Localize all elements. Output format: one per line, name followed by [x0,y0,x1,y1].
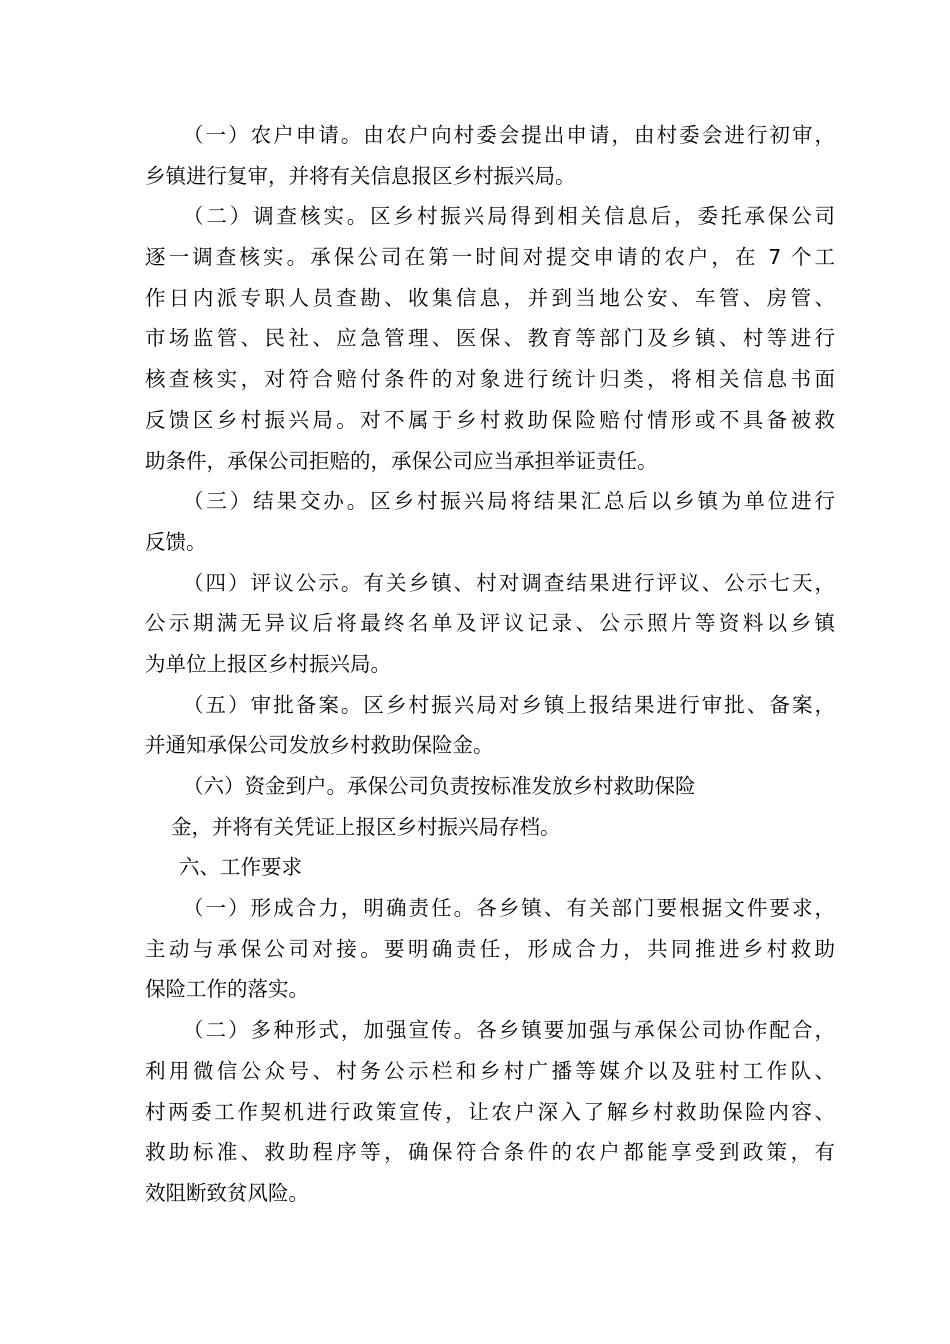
text-line: （一）形成合力，明确责任。各乡镇、有关部门要根据文件要求， [183,896,835,921]
text-line: 村两委工作契机进行政策宣传，让农户深入了解乡村救助保险内容、 [145,1099,835,1124]
text-line: 并通知承保公司发放乡村救助保险金。 [145,733,494,758]
section-heading: 六、工作要求 [179,855,302,880]
text-line: 作日内派专职人员查勘、收集信息，并到当地公安、车管、房管、 [145,285,835,310]
text-line: 乡镇进行复审，并将有关信息报区乡村振兴局。 [145,163,576,188]
text-line: （三）结果交办。区乡村振兴局将结果汇总后以乡镇为单位进行 [183,489,835,514]
text-line: 逐一调查核实。承保公司在第一时间对提交申请的农户，在 7 个工 [145,245,835,270]
text-line: 效阻断致贫风险。 [145,1180,309,1205]
text-line: 反馈。 [145,529,207,554]
text-line: 主动与承保公司对接。要明确责任，形成合力，共同推进乡村救助 [145,936,835,961]
text-line: 助条件，承保公司拒赔的，承保公司应当承担举证责任。 [145,448,658,473]
text-line: 市场监管、民社、应急管理、医保、教育等部门及乡镇、村等进行 [145,326,835,351]
text-line: （五）审批备案。区乡村振兴局对乡镇上报结果进行审批、备案， [183,692,835,717]
text-line: 核查核实，对符合赔付条件的对象进行统计归类，将相关信息书面 [145,367,835,392]
text-line: （一）农户申请。由农户向村委会提出申请，由村委会进行初审， [183,123,835,147]
text-line: 反馈区乡村振兴局。对不属于乡村救助保险赔付情形或不具备被救 [145,407,835,432]
text-line: 为单位上报区乡村振兴局。 [145,651,391,676]
text-line: 救助标准、救助程序等，确保符合条件的农户都能享受到政策，有 [145,1140,835,1165]
text-line: 公示期满无异议后将最终名单及评议记录、公示照片等资料以乡镇 [145,611,835,636]
text-line: （二）多种形式，加强宣传。各乡镇要加强与承保公司协作配合， [183,1018,835,1043]
text-line: 利用微信公众号、村务公示栏和乡村广播等媒介以及驻村工作队、 [145,1058,835,1083]
text-line: （二）调查核实。区乡村振兴局得到相关信息后，委托承保公司 [183,204,835,229]
text-line: 保险工作的落实。 [145,977,309,1002]
text-line: 金，并将有关凭证上报区乡村振兴局存档。 [171,814,561,839]
text-line: （六）资金到户。承保公司负责按标准发放乡村救助保险 [183,774,696,798]
document-body [145,115,835,1214]
text-line: （四）评议公示。有关乡镇、村对调查结果进行评议、公示七天， [183,570,835,595]
